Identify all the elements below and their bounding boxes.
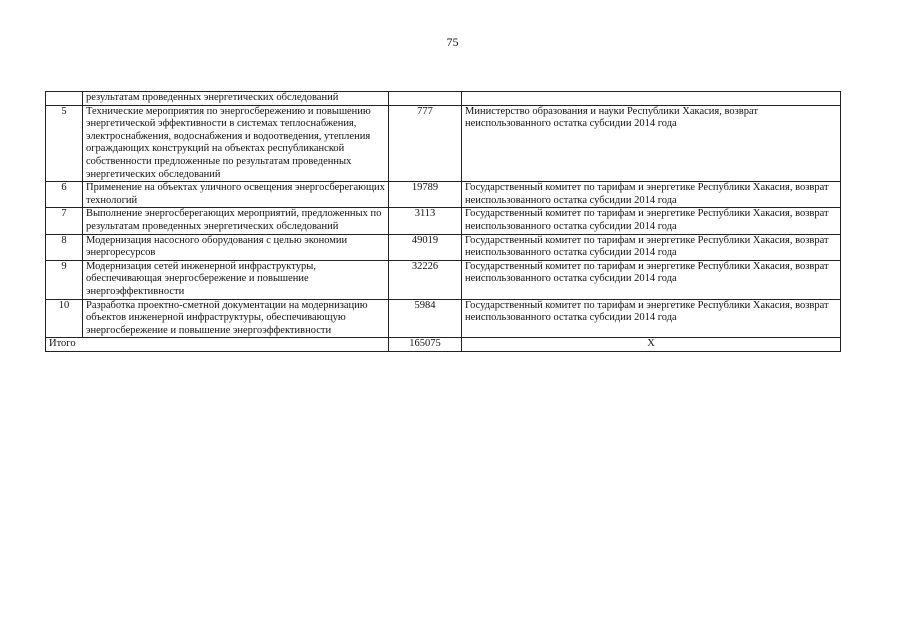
total-row bbox=[46, 338, 841, 352]
row-name: Применение на объектах уличного освещения энергосберегающих технологий bbox=[83, 182, 389, 208]
row-number: 7 bbox=[46, 208, 83, 234]
table-row bbox=[46, 182, 841, 208]
row-amount: 3113 bbox=[389, 208, 462, 234]
row-note: Государственный комитет по тарифам и энергетике Республики Хакасия, возврат неиспользованного остатка субсидии 2014 года bbox=[462, 260, 841, 299]
subsidy-table bbox=[45, 91, 841, 352]
row-number: 8 bbox=[46, 234, 83, 260]
total-label: Итого bbox=[46, 338, 389, 352]
row-note bbox=[462, 92, 841, 106]
row-amount: 49019 bbox=[389, 234, 462, 260]
row-number: 10 bbox=[46, 299, 83, 338]
table-row bbox=[46, 208, 841, 234]
row-number: 9 bbox=[46, 260, 83, 299]
row-name: Модернизация насосного оборудования с целью экономии энергоресурсов bbox=[83, 234, 389, 260]
row-note: Государственный комитет по тарифам и энергетике Республики Хакасия, возврат неиспользованного остатка субсидии 2014 года bbox=[462, 234, 841, 260]
row-note: Государственный комитет по тарифам и энергетике Республики Хакасия, возврат неиспользованного остатка субсидии 2014 года bbox=[462, 182, 841, 208]
total-note: Х bbox=[462, 338, 841, 352]
row-note: Государственный комитет по тарифам и энергетике Республики Хакасия, возврат неиспользованного остатка субсидии 2014 года bbox=[462, 208, 841, 234]
row-name: Разработка проектно-сметной документации на модернизацию объектов инженерной инфраструктуры, обеспечивающую энергосбережение и повышение энергоэффективности bbox=[83, 299, 389, 338]
table-row bbox=[46, 260, 841, 299]
total-amount: 165075 bbox=[389, 338, 462, 352]
row-amount: 5984 bbox=[389, 299, 462, 338]
table-row bbox=[46, 105, 841, 182]
row-number: 5 bbox=[46, 105, 83, 182]
row-amount: 19789 bbox=[389, 182, 462, 208]
table-row bbox=[46, 234, 841, 260]
table-row bbox=[46, 92, 841, 106]
row-amount: 777 bbox=[389, 105, 462, 182]
row-note: Государственный комитет по тарифам и энергетике Республики Хакасия, возврат неиспользованного остатка субсидии 2014 года bbox=[462, 299, 841, 338]
row-name: Выполнение энергосберегающих мероприятий, предложенных по результатам проведенных энергетических обследований bbox=[83, 208, 389, 234]
row-number bbox=[46, 92, 83, 106]
row-name: Модернизация сетей инженерной инфраструктуры, обеспечивающая энергосбережение и повышение энергоэффективности bbox=[83, 260, 389, 299]
page-number: 75 bbox=[446, 35, 459, 49]
row-amount bbox=[389, 92, 462, 106]
table-row bbox=[46, 299, 841, 338]
row-name: результатам проведенных энергетических обследований bbox=[83, 92, 389, 106]
row-amount: 32226 bbox=[389, 260, 462, 299]
row-name: Технические мероприятия по энергосбережению и повышению энергетической эффективности в системах теплоснабжения, электроснабжения, водоснабжения и водоотведения, утепления ограждающих конструкций на объектах республиканской собственности предложенные по результатам проведенных энергетических обследований bbox=[83, 105, 389, 182]
row-note: Министерство образования и науки Республики Хакасия, возврат неиспользованного остатка субсидии 2014 года bbox=[462, 105, 841, 182]
row-number: 6 bbox=[46, 182, 83, 208]
